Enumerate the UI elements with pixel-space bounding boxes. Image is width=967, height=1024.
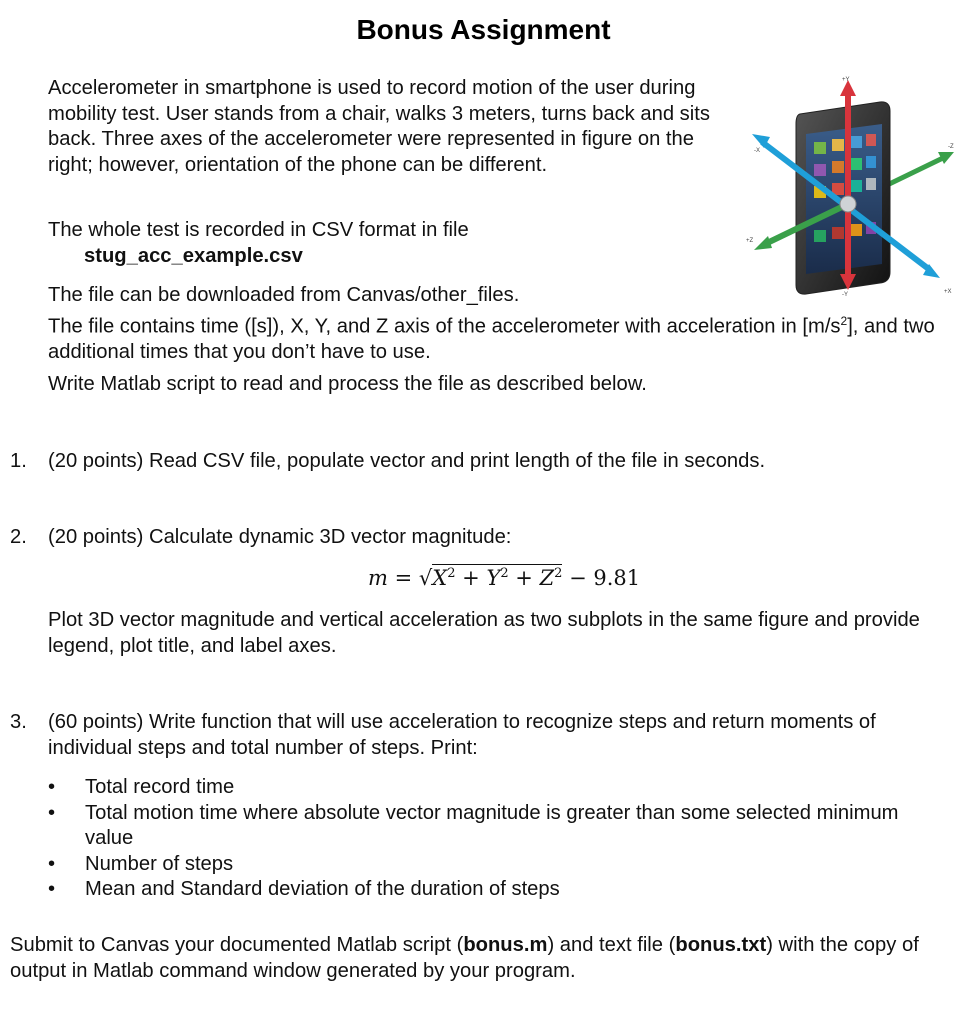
bullet-item: • Total motion time where absolute vector magnitude is greater than some selected minimum value (48, 801, 908, 852)
file-line: The whole test is recorded in CSV format in file (48, 219, 469, 241)
csv-file-name: stug_acc_example.csv (84, 245, 303, 267)
label-minus-z: -Z (948, 144, 954, 150)
label-plus-z: +Z (746, 238, 754, 244)
units-exponent: 2 (840, 313, 848, 328)
contents-line-post: ], and two additional times that you don’t have to use. (48, 315, 935, 363)
script-file-name: bonus.m (463, 934, 548, 956)
formula-minus: − (562, 566, 594, 590)
task-1-number: 1. (10, 450, 27, 472)
label-plus-y: +Y (842, 77, 850, 83)
task-3-number: 3. (10, 711, 27, 733)
contents-line (48, 309, 953, 366)
intro-paragraph: Accelerometer in smartphone is used to record motion of the user during mobility test. User stands from a chair, walks 3 meters, turns back and sits back. Three axes of the accelerometer were represented in figure on the right; however, orientation of the phone can be different. (48, 77, 710, 176)
text-file-name: bonus.txt (675, 934, 767, 956)
submit-post: ) with the copy of output in Matlab command window generated by your program. (10, 934, 919, 982)
label-minus-y: -Y (842, 292, 848, 298)
page-title: Bonus Assignment (356, 14, 611, 45)
formula-x: X (432, 566, 448, 590)
formula-plus-2: + (508, 566, 540, 590)
bullet-item: • Mean and Standard deviation of the duration of steps (48, 877, 908, 903)
axes-origin (840, 196, 856, 212)
task-1-text: (20 points) Read CSV file, populate vector and print length of the file in seconds. (48, 450, 766, 472)
label-minus-x: -X (754, 148, 760, 154)
bullet-item: • Total record time (48, 775, 908, 801)
write-instruction: Write Matlab script to read and process the file as described below. (48, 373, 647, 395)
formula-plus-1: + (455, 566, 487, 590)
formula-y: Y (486, 566, 501, 590)
task-2-number: 2. (10, 526, 27, 548)
download-line: The file can be downloaded from Canvas/other_files. (48, 284, 520, 306)
bullet-item: • Number of steps (48, 852, 908, 878)
formula-lhs: m (368, 566, 388, 590)
submit-mid: ) and text file ( (547, 934, 676, 956)
formula-constant: 9.81 (593, 566, 641, 590)
formula-z: Z (539, 566, 555, 590)
task-3-text: (60 points) Write function that will use acceleration to recognize steps and return moments of individual steps and total number of steps. Print: (48, 711, 876, 759)
formula-eq: = (387, 566, 419, 590)
contents-line-pre: The file contains time ([s]), X, Y, and Z axis of the accelerometer with acceleration in [m/s (48, 315, 841, 338)
task-2-text: (20 points) Calculate dynamic 3D vector magnitude: (48, 526, 512, 548)
z-axis-arrow-pos (754, 236, 772, 250)
formula-y-exp: 2 (500, 566, 509, 581)
phone-axes-figure (730, 72, 966, 298)
task-2-followup: Plot 3D vector magnitude and vertical acceleration as two subplots in the same figure and provide legend, plot title, and label axes. (48, 609, 920, 657)
formula-z-exp: 2 (554, 566, 563, 581)
sqrt-sign: √ (418, 566, 433, 590)
magnitude-formula (368, 566, 640, 590)
submission-instruction (10, 933, 955, 984)
sqrt-radicand (432, 564, 562, 590)
task-3-bullet-list (48, 775, 908, 903)
formula-x-exp: 2 (447, 566, 456, 581)
submit-pre: Submit to Canvas your documented Matlab script ( (10, 934, 464, 956)
label-plus-x: +X (944, 289, 952, 295)
